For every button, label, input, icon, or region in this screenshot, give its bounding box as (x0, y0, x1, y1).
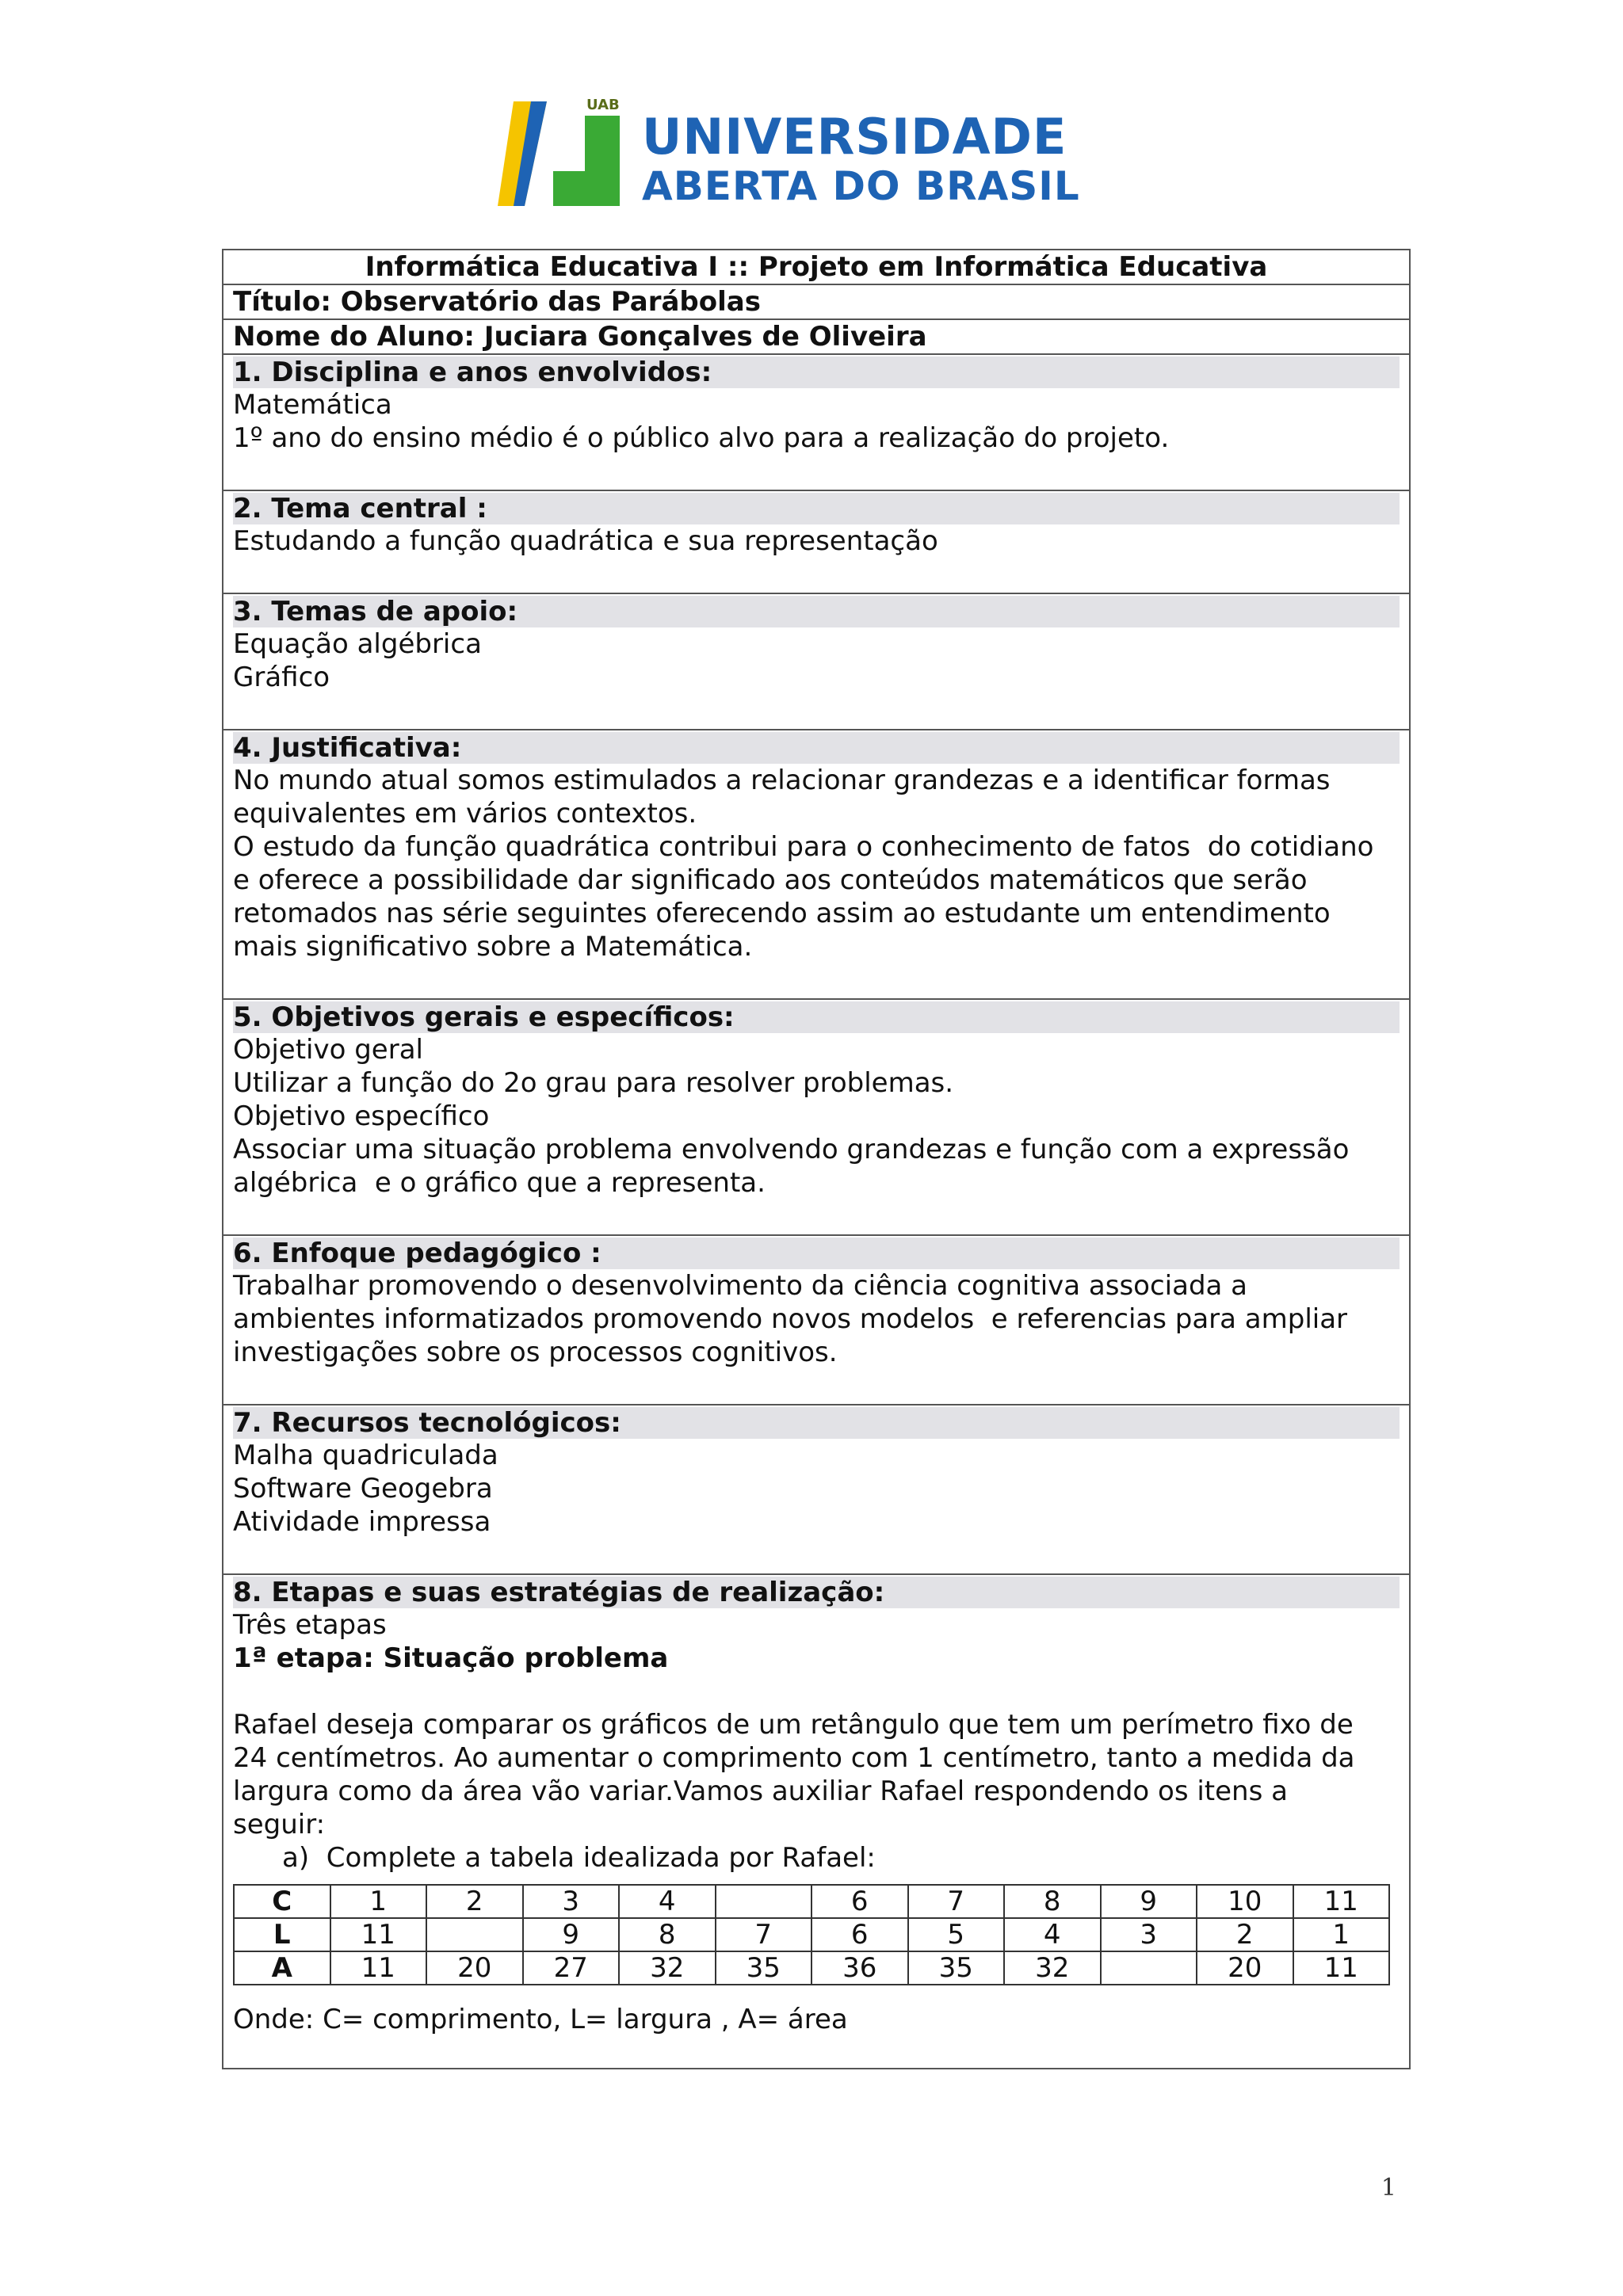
table-cell: 11 (1293, 1951, 1390, 1985)
section-3-line: Gráfico (233, 662, 330, 693)
table-cell: 3 (1101, 1918, 1197, 1951)
problem-line: seguir: (233, 1809, 326, 1840)
table-cell: 3 (523, 1885, 620, 1918)
project-title: Título: Observatório das Parábolas (233, 286, 761, 318)
table-cell: 35 (908, 1951, 1005, 1985)
section-1 (223, 357, 1409, 491)
section-4 (223, 732, 1409, 1000)
section-7 (223, 1407, 1409, 1575)
section-3-line: Equação algébrica (233, 628, 482, 660)
section-8 (223, 1577, 1409, 2036)
row-label: A (234, 1951, 330, 1985)
section-3 (223, 596, 1409, 730)
section-5-line: Utilizar a função do 2o grau para resolver problemas. (233, 1067, 954, 1099)
project-form (222, 249, 1411, 2069)
section-4-heading: 4. Justificativa: (233, 732, 1400, 764)
table-cell: 6 (812, 1918, 908, 1951)
table-cell: 8 (619, 1918, 716, 1951)
course-row (223, 250, 1409, 285)
table-cell: 1 (330, 1885, 427, 1918)
table-cell: 11 (1293, 1885, 1390, 1918)
table-cell: 9 (1101, 1885, 1197, 1918)
section-7-line: Atividade impressa (233, 1506, 491, 1538)
table-cell: 1 (1293, 1918, 1390, 1951)
section-7-heading: 7. Recursos tecnológicos: (233, 1407, 1400, 1439)
section-8-intro: Três etapas (233, 1609, 387, 1641)
course-title: Informática Educativa I :: Projeto em Informática Educativa (365, 251, 1268, 283)
table-cell: 6 (812, 1885, 908, 1918)
table-cell: 5 (908, 1918, 1005, 1951)
table-cell: 27 (523, 1951, 620, 1985)
student-row (223, 320, 1409, 355)
table-cell: 36 (812, 1951, 908, 1985)
section-1-heading: 1. Disciplina e anos envolvidos: (233, 357, 1400, 388)
blank-line (233, 1675, 1400, 1708)
section-1-line: 1º ano do ensino médio é o público alvo para a realização do projeto. (233, 422, 1170, 454)
table-cell: 32 (1004, 1951, 1101, 1985)
section-6-line: ambientes informatizados promovendo novos modelos e referencias para ampliar (233, 1303, 1348, 1335)
table-cell: 2 (426, 1885, 523, 1918)
uab-logo (498, 95, 1100, 214)
table-cell: 4 (1004, 1918, 1101, 1951)
section-5-line: algébrica e o gráfico que a representa. (233, 1167, 766, 1199)
table-cell: 8 (1004, 1885, 1101, 1918)
section-4-line: O estudo da função quadrática contribui para o conhecimento de fatos do cotidiano (233, 831, 1374, 863)
title-row (223, 285, 1409, 320)
problem-line: largura como da área vão variar.Vamos auxiliar Rafael respondendo os itens a (233, 1775, 1288, 1807)
table-cell: 9 (523, 1918, 620, 1951)
section-2-heading: 2. Tema central : (233, 493, 1400, 524)
table-row (234, 1951, 1389, 1985)
section-5 (223, 1001, 1409, 1236)
section-7-line: Malha quadriculada (233, 1440, 498, 1471)
problem-line: Rafael deseja comparar os gráficos de um retângulo que tem um perímetro fixo de (233, 1709, 1354, 1741)
table-row (234, 1885, 1389, 1918)
section-7-line: Software Geogebra (233, 1473, 493, 1505)
student-name: Nome do Aluno: Juciara Gonçalves de Oliveira (233, 321, 927, 353)
rectangle-table (233, 1884, 1390, 1985)
table-cell: 2 (1197, 1918, 1293, 1951)
table-cell: 20 (1197, 1951, 1293, 1985)
row-label: C (234, 1885, 330, 1918)
page-number: 1 (1381, 2174, 1396, 2202)
table-cell: 11 (330, 1918, 427, 1951)
section-5-line: Objetivo geral (233, 1034, 423, 1066)
table-cell: 10 (1197, 1885, 1293, 1918)
table-cell: 7 (908, 1885, 1005, 1918)
section-2 (223, 493, 1409, 594)
table-row (234, 1918, 1389, 1951)
stage-1-title: 1ª etapa: Situação problema (233, 1642, 669, 1674)
logo-uab-label: UAB (586, 97, 620, 113)
section-6-heading: 6. Enfoque pedagógico : (233, 1238, 1400, 1269)
section-1-line: Matemática (233, 389, 392, 421)
section-3-heading: 3. Temas de apoio: (233, 596, 1400, 627)
section-5-heading: 5. Objetivos gerais e específicos: (233, 1001, 1400, 1033)
table-cell: 35 (716, 1951, 812, 1985)
section-8-heading: 8. Etapas e suas estratégias de realização: (233, 1577, 1400, 1608)
section-4-line: retomados nas série seguintes oferecendo assim ao estudante um entendimento (233, 898, 1331, 929)
section-6 (223, 1238, 1409, 1405)
section-4-line: No mundo atual somos estimulados a relacionar grandezas e a identificar formas (233, 765, 1331, 796)
table-cell: 20 (426, 1951, 523, 1985)
logo-line-1: UNIVERSIDADE (642, 108, 1067, 166)
problem-line: 24 centímetros. Ao aumentar o comprimento com 1 centímetro, tanto a medida da (233, 1742, 1355, 1774)
section-6-line: Trabalhar promovendo o desenvolvimento da ciência cognitiva associada a (233, 1270, 1248, 1302)
section-4-line: mais significativo sobre a Matemática. (233, 931, 753, 963)
row-label: L (234, 1918, 330, 1951)
section-2-line: Estudando a função quadrática e sua representação (233, 525, 938, 557)
section-4-line: e oferece a possibilidade dar significado aos conteúdos matemáticos que serão (233, 864, 1308, 896)
table-legend: Onde: C= comprimento, L= largura , A= área (233, 2004, 848, 2035)
blank-cell (1101, 1951, 1197, 1985)
section-5-line: Associar uma situação problema envolvendo grandezas e função com a expressão (233, 1134, 1350, 1165)
logo-line-2: ABERTA DO BRASIL (642, 163, 1080, 209)
section-5-line: Objetivo específico (233, 1100, 490, 1132)
table-cell: 4 (619, 1885, 716, 1918)
item-a: a) Complete a tabela idealizada por Rafael: (282, 1842, 876, 1874)
section-4-line: equivalentes em vários contextos. (233, 798, 697, 830)
table-cell: 11 (330, 1951, 427, 1985)
blank-cell (426, 1918, 523, 1951)
table-cell: 7 (716, 1918, 812, 1951)
blank-cell (716, 1885, 812, 1918)
table-cell: 32 (619, 1951, 716, 1985)
section-6-line: investigações sobre os processos cognitivos. (233, 1337, 838, 1368)
